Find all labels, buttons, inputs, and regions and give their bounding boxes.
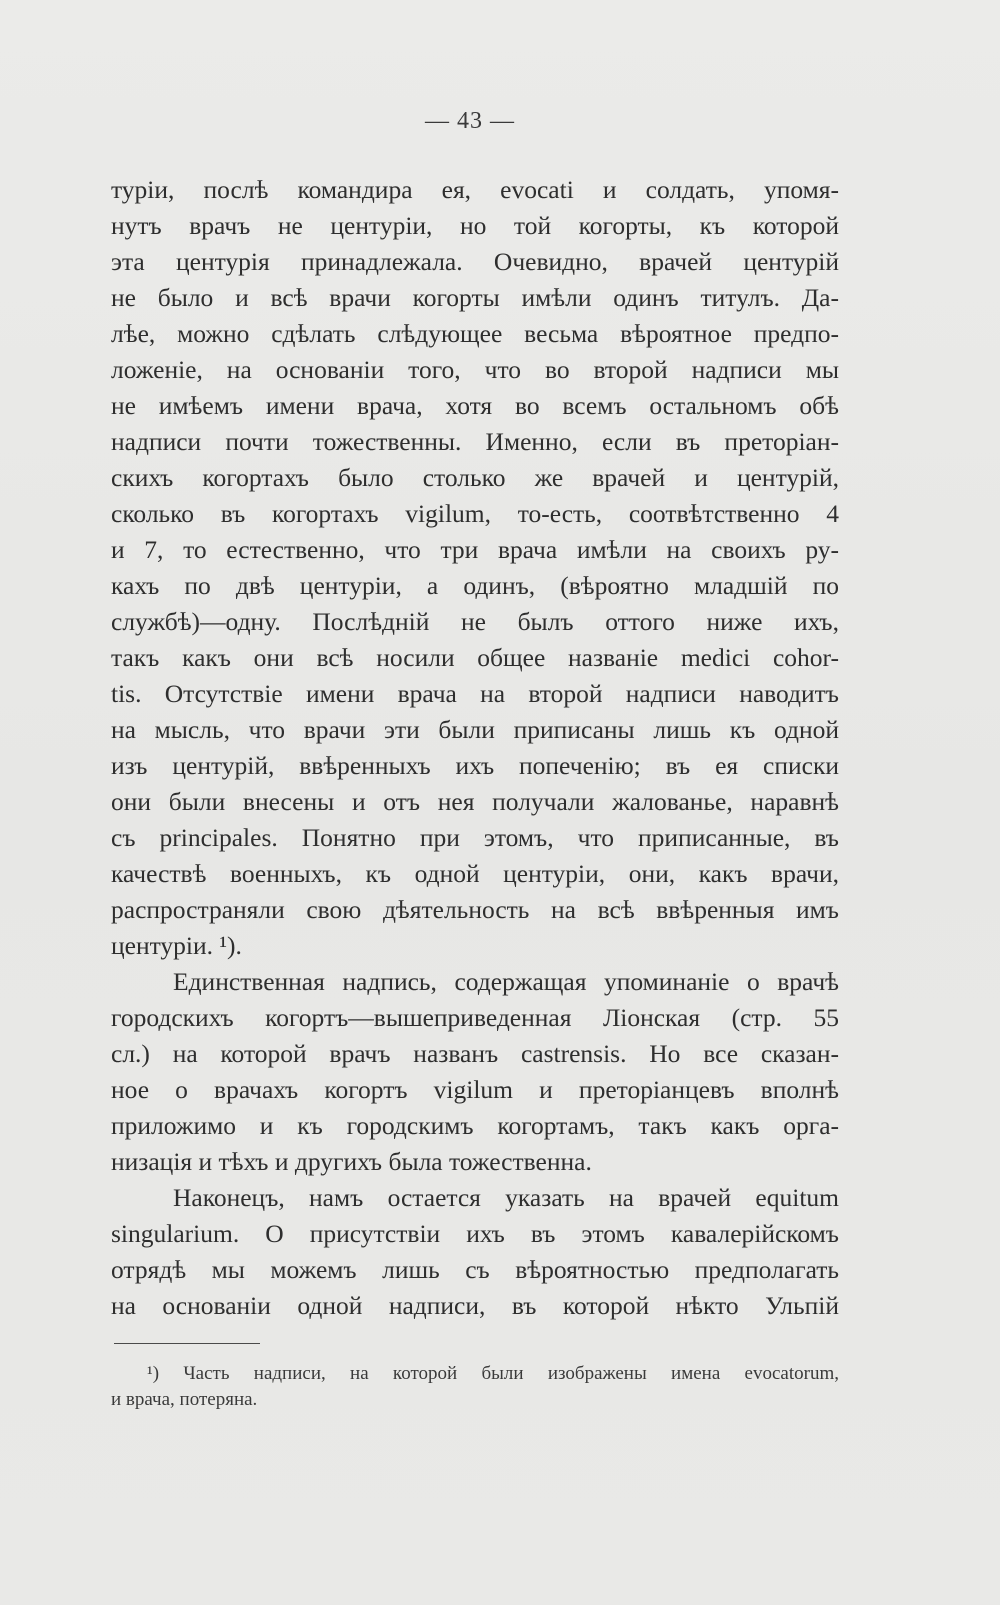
text-line: сколько въ когортахъ vigilum, то-есть, соотвѣтственно 4 <box>111 499 839 528</box>
footnote-separator <box>114 1343 260 1344</box>
text-line: ложенiе, на основанiи того, что во второй надписи мы <box>111 355 839 384</box>
text-line: эта центурiя принадлежала. Очевидно, врачей центурiй <box>111 247 839 276</box>
text-line: отрядѣ мы можемъ лишь съ вѣроятностью предполагать <box>111 1255 839 1284</box>
text-line: городскихъ когортъ—вышеприведенная Лiонская (стр. 55 <box>111 1003 839 1032</box>
text-line: Единственная надпись, содержащая упоминанiе о врачѣ <box>173 967 839 996</box>
text-line: службѣ)—одну. Послѣднiй не былъ оттого ниже ихъ, <box>111 607 839 636</box>
text-line: singularium. О присутствiи ихъ въ этомъ кавалерiйскомъ <box>111 1219 839 1248</box>
body-text <box>111 172 839 1324</box>
text-line: центурiи. ¹). <box>111 931 242 960</box>
text-line: съ principales. Понятно при этомъ, что приписанные, въ <box>111 823 839 852</box>
text-line: скихъ когортахъ было столько же врачей и центурiй, <box>111 463 839 492</box>
text-line: ное о врачахъ когортъ vigilum и преторiанцевъ вполнѣ <box>111 1075 839 1104</box>
page-number: — 43 — <box>425 108 515 134</box>
text-line: tis. Отсутствiе имени врача на второй надписи наводитъ <box>111 679 839 708</box>
text-line: на основанiи одной надписи, въ которой нѣкто Ульпiй <box>111 1291 839 1320</box>
text-line: на мысль, что врачи эти были приписаны лишь къ одной <box>111 715 839 744</box>
footnote-line: ¹) Часть надписи, на которой были изображены имена evocatorum, <box>147 1363 839 1384</box>
text-line: Наконецъ, намъ остается указать на врачей equitum <box>173 1183 839 1212</box>
text-line: они были внесены и отъ нея получали жалованье, наравнѣ <box>111 787 839 816</box>
text-line: и 7, то естественно, что три врача имѣли на своихъ ру- <box>111 535 839 564</box>
text-line: сл.) на которой врачъ названъ castrensis. Но все сказан- <box>111 1039 839 1068</box>
text-line: такъ какъ они всѣ носили общее названiе medici cohor- <box>111 643 839 672</box>
text-line: лѣе, можно сдѣлать слѣдующее весьма вѣроятное предпо- <box>111 319 839 348</box>
footnote <box>111 1361 839 1413</box>
text-line: надписи почти тожественны. Именно, если въ преторiан- <box>111 427 839 456</box>
text-line: распространяли свою дѣятельность на всѣ ввѣренныя имъ <box>111 895 839 924</box>
text-line: низацiя и тѣхъ и другихъ была тожественна. <box>111 1147 592 1176</box>
text-line: нутъ врачъ не центурiи, но той когорты, къ которой <box>111 211 839 240</box>
text-line: не было и всѣ врачи когорты имѣли одинъ титулъ. Да- <box>111 283 839 312</box>
text-line: качествѣ военныхъ, къ одной центурiи, они, какъ врачи, <box>111 859 839 888</box>
text-line: изъ центурiй, ввѣренныхъ ихъ попеченiю; въ ея списки <box>111 751 839 780</box>
text-line: турiи, послѣ командира ея, evocati и солдать, упомя- <box>111 175 839 204</box>
text-line: не имѣемъ имени врача, хотя во всемъ остальномъ обѣ <box>111 391 839 420</box>
footnote-line: и врача, потеряна. <box>111 1389 258 1410</box>
text-line: кахъ по двѣ центурiи, а одинъ, (вѣроятно младшiй по <box>111 571 839 600</box>
text-line: приложимо и къ городскимъ когортамъ, такъ какъ орга- <box>111 1111 839 1140</box>
